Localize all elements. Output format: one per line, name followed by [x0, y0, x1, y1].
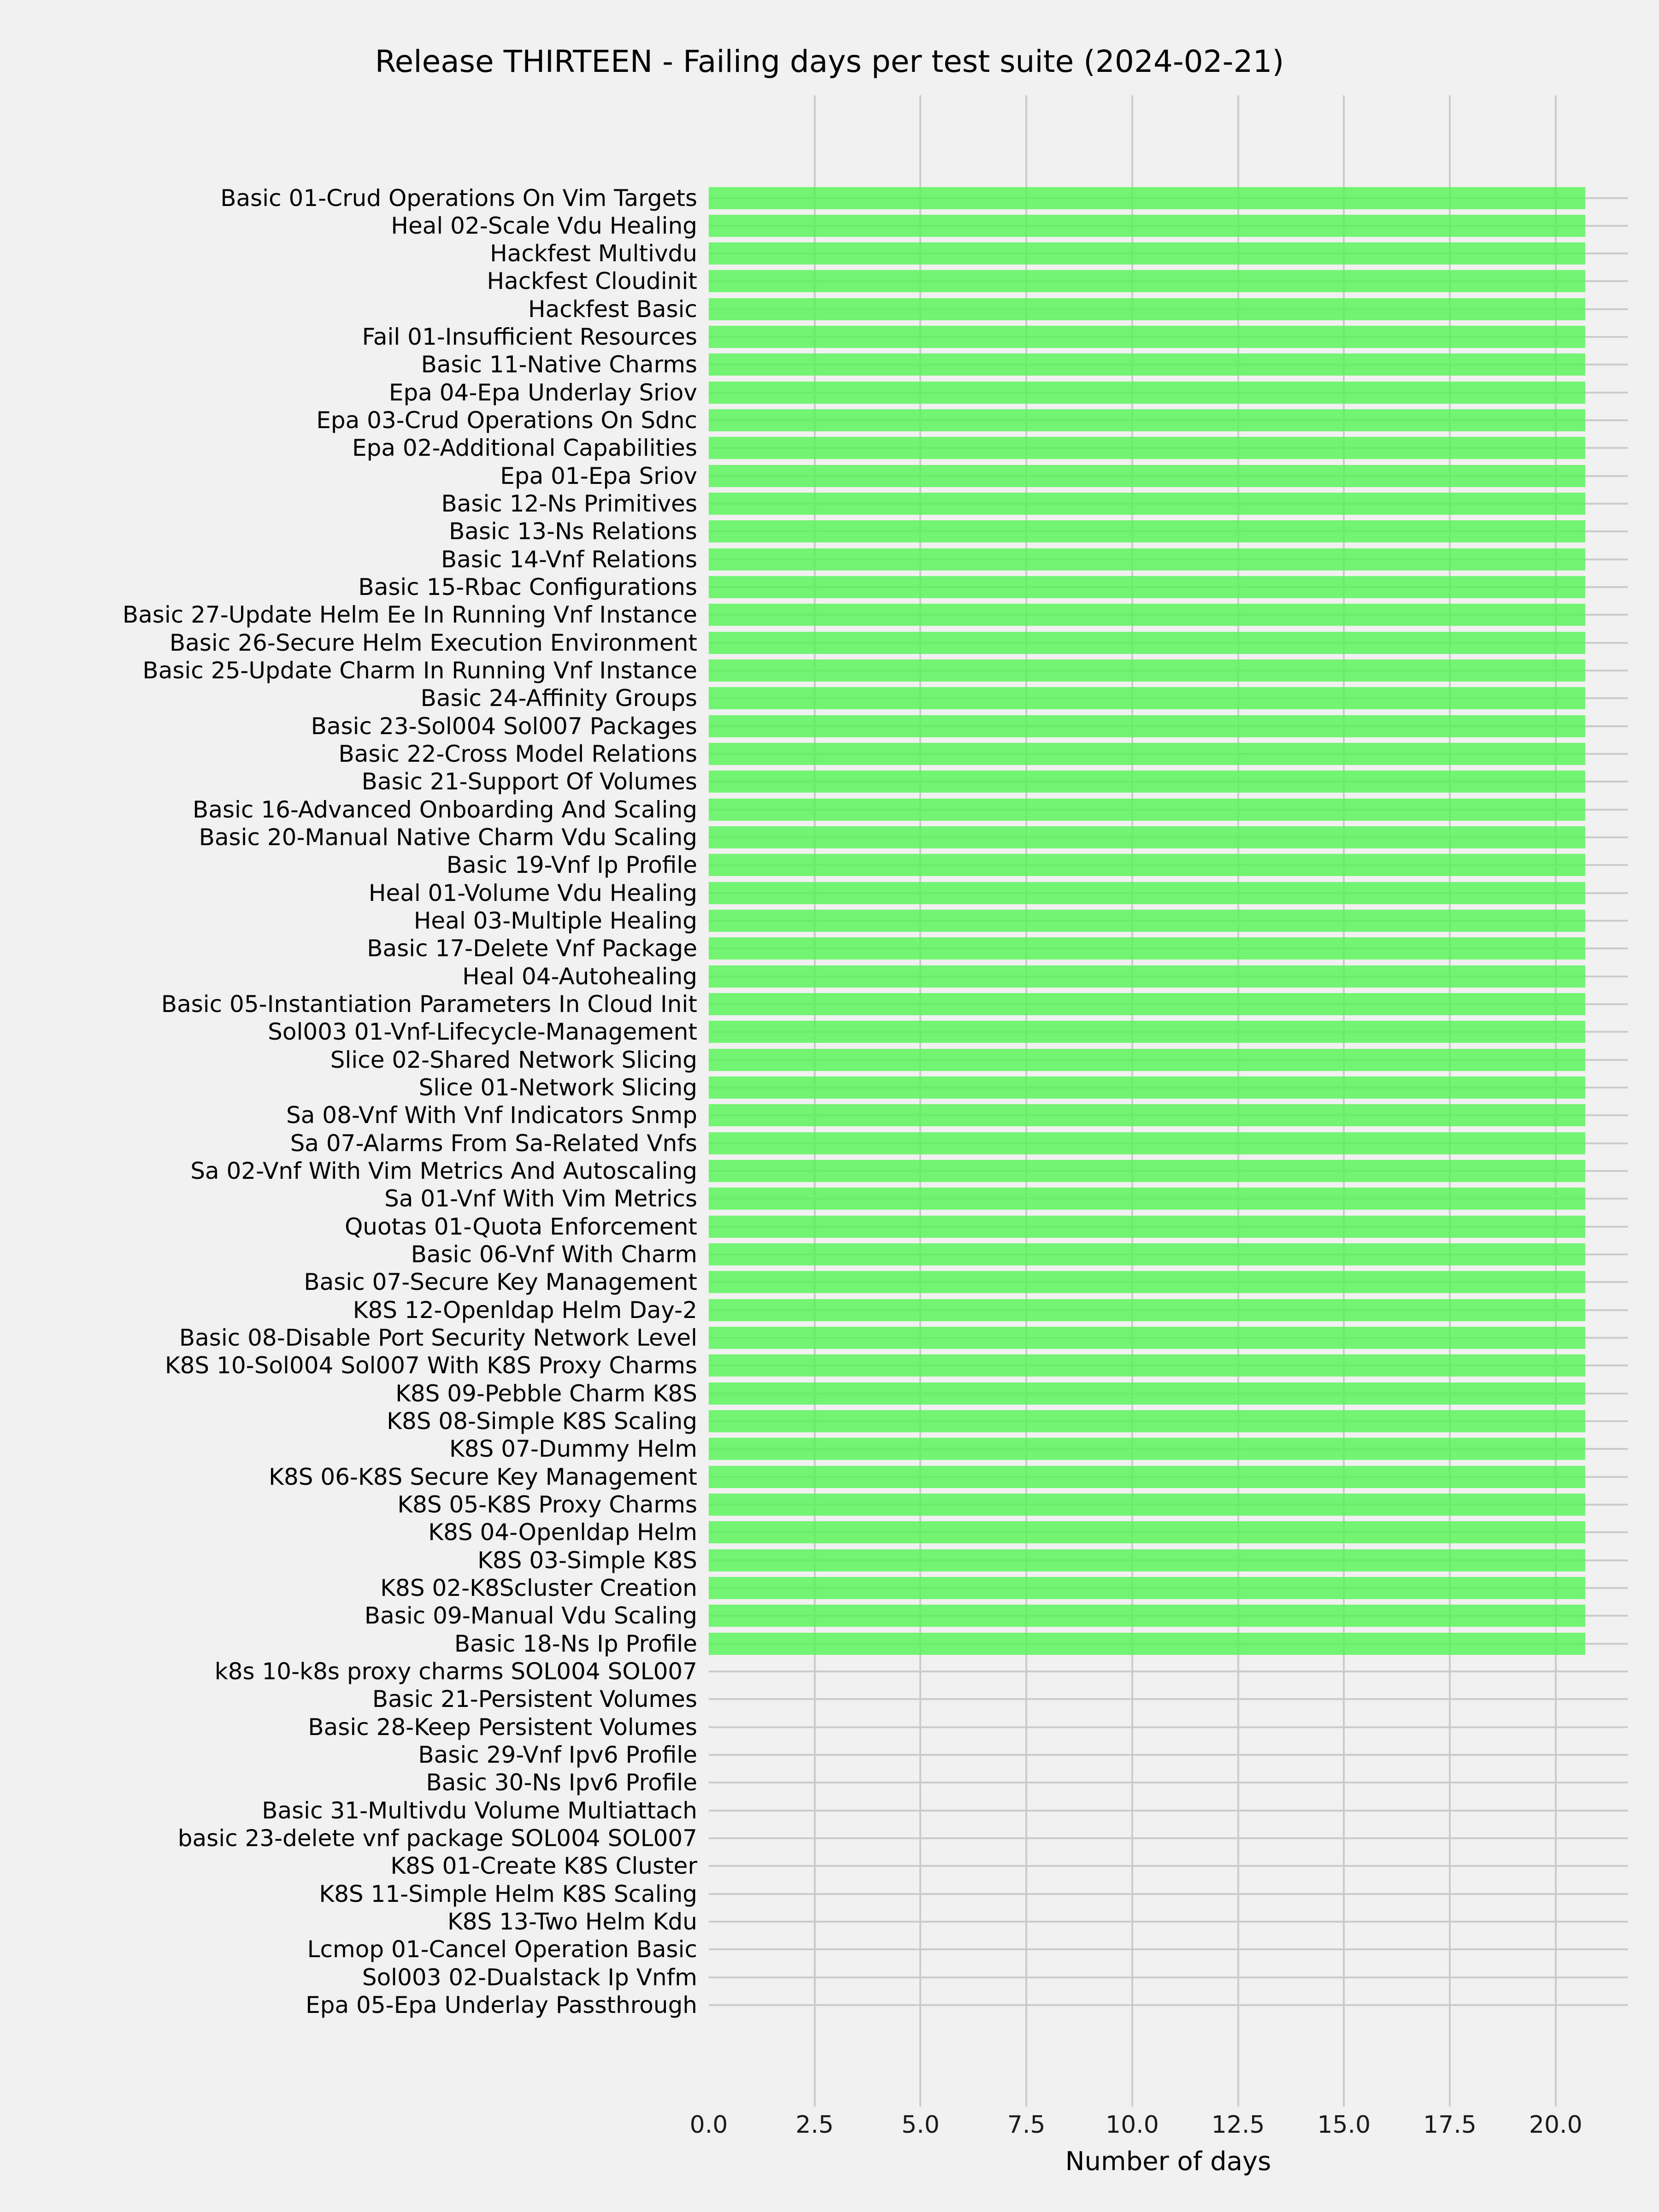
- bar: [709, 1521, 1585, 1543]
- bar: [709, 548, 1585, 571]
- y-tick-label: Basic 15-Rbac Configurations: [358, 574, 697, 601]
- y-tick-label: Basic 23-Sol004 Sol007 Packages: [311, 712, 697, 740]
- bar: [709, 1494, 1585, 1516]
- bar: [709, 632, 1585, 654]
- y-tick-label: K8S 13-Two Helm Kdu: [447, 1908, 697, 1935]
- gridline-horizontal: [709, 1837, 1628, 1839]
- bar: [709, 882, 1585, 904]
- bar: [709, 910, 1585, 932]
- x-tick-label: 10.0: [1106, 2111, 1159, 2139]
- y-tick-label: Basic 31-Multivdu Volume Multiattach: [262, 1797, 697, 1824]
- y-tick-label: Sol003 01-Vnf-Lifecycle-Management: [268, 1018, 697, 1046]
- y-tick-label: Slice 01-Network Slicing: [418, 1074, 697, 1101]
- bar: [709, 1160, 1585, 1182]
- y-tick-label: Basic 25-Update Charm In Running Vnf Instance: [142, 657, 697, 684]
- x-tick-label: 7.5: [1007, 2111, 1046, 2139]
- bar: [709, 353, 1585, 376]
- bar: [709, 1438, 1585, 1460]
- y-tick-label: Basic 27-Update Helm Ee In Running Vnf Instance: [122, 601, 697, 629]
- bar: [709, 409, 1585, 431]
- y-tick-label: Basic 21-Support Of Volumes: [361, 768, 697, 795]
- y-tick-label: K8S 06-K8S Secure Key Management: [269, 1463, 697, 1490]
- y-tick-label: Basic 06-Vnf With Charm: [411, 1241, 697, 1268]
- y-tick-label: K8S 11-Simple Helm K8S Scaling: [319, 1880, 697, 1907]
- gridline-horizontal: [709, 1921, 1628, 1923]
- x-tick-label: 17.5: [1423, 2111, 1477, 2139]
- y-tick-label: Basic 12-Ns Primitives: [441, 490, 697, 518]
- y-tick-label: basic 23-delete vnf package SOL004 SOL007: [177, 1824, 697, 1852]
- bar: [709, 576, 1585, 598]
- bar: [709, 520, 1585, 542]
- bar: [709, 1188, 1585, 1210]
- gridline-horizontal: [709, 1698, 1628, 1700]
- y-tick-label: K8S 08-Simple K8S Scaling: [387, 1408, 697, 1435]
- y-axis-tick-labels: [0, 95, 697, 2106]
- y-tick-label: Basic 22-Cross Model Relations: [338, 741, 697, 768]
- bar: [709, 242, 1585, 265]
- y-tick-label: Lcmop 01-Cancel Operation Basic: [307, 1936, 697, 1963]
- y-tick-label: K8S 12-Openldap Helm Day-2: [353, 1296, 697, 1324]
- y-tick-label: Heal 04-Autohealing: [462, 963, 697, 990]
- bar: [709, 1021, 1585, 1043]
- bar: [709, 493, 1585, 515]
- y-tick-label: Quotas 01-Quota Enforcement: [344, 1213, 697, 1240]
- bar: [709, 1132, 1585, 1154]
- y-tick-label: Basic 01-Crud Operations On Vim Targets: [220, 184, 697, 212]
- y-tick-label: k8s 10-k8s proxy charms SOL004 SOL007: [214, 1658, 697, 1685]
- y-tick-label: Basic 17-Delete Vnf Package: [367, 935, 697, 962]
- x-tick-label: 20.0: [1529, 2111, 1583, 2139]
- bar: [709, 743, 1585, 765]
- y-tick-label: Sa 08-Vnf With Vnf Indicators Snmp: [286, 1102, 697, 1129]
- plot-area: [709, 95, 1628, 2106]
- bar: [709, 215, 1585, 237]
- bar: [709, 715, 1585, 737]
- y-tick-label: Sa 01-Vnf With Vim Metrics: [384, 1185, 697, 1212]
- bar: [709, 799, 1585, 821]
- bar: [709, 1410, 1585, 1432]
- y-tick-label: K8S 02-K8Scluster Creation: [380, 1575, 697, 1601]
- y-tick-label: K8S 09-Pebble Charm K8S: [395, 1380, 697, 1407]
- x-tick-label: 2.5: [795, 2111, 834, 2139]
- y-tick-label: Basic 28-Keep Persistent Volumes: [308, 1713, 697, 1741]
- y-tick-label: K8S 03-Simple K8S: [477, 1547, 697, 1574]
- y-tick-label: Basic 08-Disable Port Security Network Level: [179, 1324, 697, 1352]
- x-tick-label: 0.0: [689, 2111, 728, 2139]
- bar: [709, 382, 1585, 404]
- y-tick-label: Basic 05-Instantiation Parameters In Cloud Init: [161, 991, 697, 1018]
- bar: [709, 1299, 1585, 1321]
- y-tick-label: Hackfest Multivdu: [490, 240, 697, 267]
- bar: [709, 1577, 1585, 1599]
- bar: [709, 965, 1585, 988]
- y-tick-label: Basic 20-Manual Native Charm Vdu Scaling: [199, 824, 697, 851]
- gridline-horizontal: [709, 1726, 1628, 1728]
- bar: [709, 1271, 1585, 1293]
- bar: [709, 1633, 1585, 1655]
- bar: [709, 1077, 1585, 1099]
- bar: [709, 187, 1585, 209]
- y-tick-label: Sa 02-Vnf With Vim Metrics And Autoscaling: [190, 1158, 697, 1185]
- y-tick-label: Epa 03-Crud Operations On Sdnc: [316, 407, 697, 434]
- y-tick-label: Basic 19-Vnf Ip Profile: [446, 852, 697, 879]
- x-tick-label: 15.0: [1317, 2111, 1371, 2139]
- bar: [709, 437, 1585, 459]
- x-tick-label: 5.0: [901, 2111, 940, 2139]
- y-tick-label: Basic 30-Ns Ipv6 Profile: [426, 1769, 697, 1796]
- chart-title: Release THIRTEEN - Failing days per test suite (2024-02-21): [375, 44, 1284, 79]
- y-tick-label: Basic 07-Secure Key Management: [304, 1269, 697, 1296]
- y-tick-label: Heal 02-Scale Vdu Healing: [391, 212, 697, 239]
- y-tick-label: K8S 05-K8S Proxy Charms: [397, 1491, 697, 1518]
- x-axis-tick-labels: [0, 2110, 1659, 2142]
- bar: [709, 854, 1585, 876]
- y-tick-label: Epa 01-Epa Sriov: [500, 462, 697, 489]
- bar: [709, 1354, 1585, 1377]
- y-tick-label: K8S 10-Sol004 Sol007 With K8S Proxy Charms: [165, 1352, 697, 1379]
- bar: [709, 659, 1585, 682]
- y-tick-label: Basic 18-Ns Ip Profile: [454, 1630, 697, 1657]
- gridline-horizontal: [709, 1810, 1628, 1812]
- bar: [709, 1382, 1585, 1405]
- gridline-horizontal: [709, 2004, 1628, 2006]
- bar: [709, 1216, 1585, 1238]
- gridline-horizontal: [709, 1671, 1628, 1672]
- bar: [709, 298, 1585, 320]
- gridline-horizontal: [709, 1977, 1628, 1978]
- y-tick-label: Basic 09-Manual Vdu Scaling: [364, 1602, 697, 1630]
- bar: [709, 1049, 1585, 1071]
- y-tick-label: Fail 01-Insufficient Resources: [362, 324, 697, 351]
- bar: [709, 270, 1585, 292]
- x-tick-label: 12.5: [1211, 2111, 1265, 2139]
- y-tick-label: Basic 26-Secure Helm Execution Environment: [169, 629, 697, 656]
- bar: [709, 993, 1585, 1015]
- y-tick-label: Basic 11-Native Charms: [421, 351, 697, 378]
- y-tick-label: K8S 07-Dummy Helm: [449, 1435, 697, 1463]
- bar: [709, 326, 1585, 348]
- y-tick-label: Basic 13-Ns Relations: [449, 518, 697, 545]
- y-tick-label: Basic 21-Persistent Volumes: [372, 1686, 697, 1713]
- y-tick-label: Basic 29-Vnf Ipv6 Profile: [418, 1741, 697, 1768]
- bar: [709, 826, 1585, 848]
- bar: [709, 1549, 1585, 1571]
- y-tick-label: Epa 02-Additional Capabilities: [352, 435, 697, 462]
- gridline-horizontal: [709, 1782, 1628, 1783]
- gridline-horizontal: [709, 1948, 1628, 1950]
- y-tick-label: K8S 04-Openldap Helm: [428, 1519, 697, 1546]
- y-tick-label: Heal 03-Multiple Healing: [413, 907, 697, 935]
- bar: [709, 937, 1585, 959]
- y-tick-label: Basic 16-Advanced Onboarding And Scaling: [193, 796, 697, 823]
- y-tick-label: Hackfest Basic: [528, 295, 697, 323]
- bar: [709, 1243, 1585, 1265]
- y-tick-label: Slice 02-Shared Network Slicing: [330, 1046, 697, 1073]
- y-tick-label: Sa 07-Alarms From Sa-Related Vnfs: [290, 1130, 697, 1157]
- gridline-horizontal: [709, 1893, 1628, 1895]
- bar: [709, 1327, 1585, 1349]
- y-tick-label: K8S 01-Create K8S Cluster: [390, 1853, 697, 1880]
- y-tick-label: Hackfest Cloudinit: [487, 268, 697, 295]
- bar: [709, 465, 1585, 487]
- bar: [709, 687, 1585, 709]
- y-tick-label: Sol003 02-Dualstack Ip Vnfm: [362, 1964, 697, 1991]
- bar: [709, 1466, 1585, 1488]
- y-tick-label: Epa 04-Epa Underlay Sriov: [388, 379, 697, 406]
- x-axis-label: Number of days: [1065, 2147, 1271, 2177]
- gridline-horizontal: [709, 1865, 1628, 1867]
- y-tick-label: Basic 24-Affinity Groups: [420, 685, 697, 712]
- gridline-horizontal: [709, 1754, 1628, 1756]
- y-tick-label: Heal 01-Volume Vdu Healing: [368, 879, 697, 906]
- bar: [709, 1605, 1585, 1627]
- bar: [709, 604, 1585, 626]
- y-tick-label: Epa 05-Epa Underlay Passthrough: [306, 1991, 697, 2018]
- bar: [709, 771, 1585, 793]
- y-tick-label: Basic 14-Vnf Relations: [441, 546, 697, 573]
- bar: [709, 1104, 1585, 1126]
